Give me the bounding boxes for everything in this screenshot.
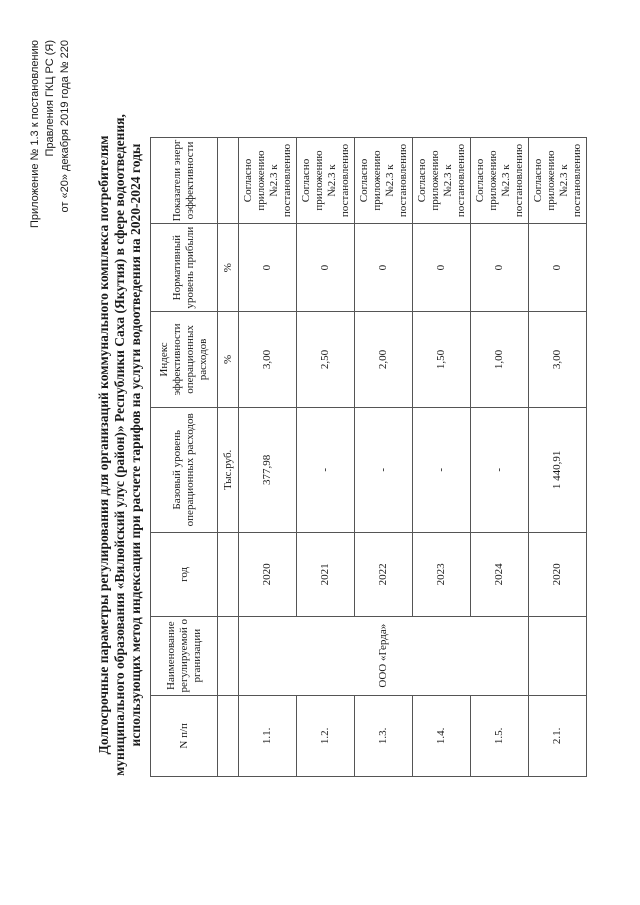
header-org-text: Наименование регулируемой организации — [164, 618, 203, 693]
header-year: год — [151, 533, 218, 617]
row-num: 1.3. — [355, 695, 413, 776]
title-line-1: Долгосрочные параметры регулирования для организаций коммунального комплекса потребителям — [96, 135, 111, 755]
row-profit: 0 — [529, 224, 587, 312]
row-index: 1,50 — [413, 312, 471, 407]
table-row — [239, 138, 297, 777]
row-energy: Согласно приложению №2.3 к постановлению — [297, 138, 355, 224]
header-org — [151, 616, 218, 695]
header-num: N п/п — [151, 695, 218, 776]
row-year: 2022 — [355, 533, 413, 617]
row-num: 2.1. — [529, 695, 587, 776]
row-year: 2020 — [239, 533, 297, 617]
annex-line-1: Приложение № 1.3 к постановлению — [29, 40, 41, 229]
row-num: 1.4. — [413, 695, 471, 776]
header-base: Базовый уровень операционных расходов — [151, 407, 218, 532]
row-year: 2021 — [297, 533, 355, 617]
row-energy: Согласно приложению №2.3 к постановлению — [529, 138, 587, 224]
header-profit: Нормативный уровень прибыли — [151, 224, 218, 312]
annex-line-3: от «20» декабря 2019 года № 220 — [59, 40, 71, 213]
row-base: 377,98 — [239, 407, 297, 532]
row-year: 2020 — [529, 533, 587, 617]
parameters-table — [150, 137, 587, 777]
row-base: 1 440,91 — [529, 407, 587, 532]
row-profit: 0 — [413, 224, 471, 312]
row-base: - — [413, 407, 471, 532]
units-row — [218, 138, 239, 777]
row-num: 1.5. — [471, 695, 529, 776]
title-line-2: муниципального образования «Вилюйский улус (район)» Республики Саха (Якутия) в сфере водоотведения, — [112, 114, 127, 776]
units-profit: % — [218, 224, 239, 312]
row-base: - — [355, 407, 413, 532]
units-num — [218, 695, 239, 776]
row-base: - — [297, 407, 355, 532]
row-index: 1,00 — [471, 312, 529, 407]
header-row — [151, 138, 218, 777]
row-index: 2,50 — [297, 312, 355, 407]
row-num: 1.2. — [297, 695, 355, 776]
row-energy: Согласно приложению №2.3 к постановлению — [239, 138, 297, 224]
units-index: % — [218, 312, 239, 407]
row-energy: Согласно приложению №2.3 к постановлению — [471, 138, 529, 224]
row-base: - — [471, 407, 529, 532]
table-row — [529, 138, 587, 777]
annex-header — [28, 40, 73, 370]
row-profit: 0 — [239, 224, 297, 312]
units-energy — [218, 138, 239, 224]
units-base: Тыс.руб. — [218, 407, 239, 532]
row-profit: 0 — [355, 224, 413, 312]
row-year: 2024 — [471, 533, 529, 617]
row-index: 2,00 — [355, 312, 413, 407]
header-energy-text: Показатели энергоэффективности — [171, 139, 196, 222]
row-profit: 0 — [297, 224, 355, 312]
org-name-cell: ООО «Герда» — [239, 616, 529, 695]
row-profit: 0 — [471, 224, 529, 312]
document-title — [96, 45, 144, 845]
row-year: 2023 — [413, 533, 471, 617]
row-energy: Согласно приложению №2.3 к постановлению — [413, 138, 471, 224]
row-index: 3,00 — [529, 312, 587, 407]
units-org — [218, 616, 239, 695]
row-num: 1.1. — [239, 695, 297, 776]
header-index: Индекс эффективности операционных расходов — [151, 312, 218, 407]
row-energy: Согласно приложению №2.3 к постановлению — [355, 138, 413, 224]
row-org — [529, 616, 587, 695]
annex-line-2: Правления ГКЦ РС (Я) — [44, 40, 56, 157]
row-index: 3,00 — [239, 312, 297, 407]
units-year — [218, 533, 239, 617]
title-line-3: использующих метод индексации при расчете тарифов на услуги водоотведения на 2020-2024 годы — [128, 143, 143, 747]
header-energy — [151, 138, 218, 224]
